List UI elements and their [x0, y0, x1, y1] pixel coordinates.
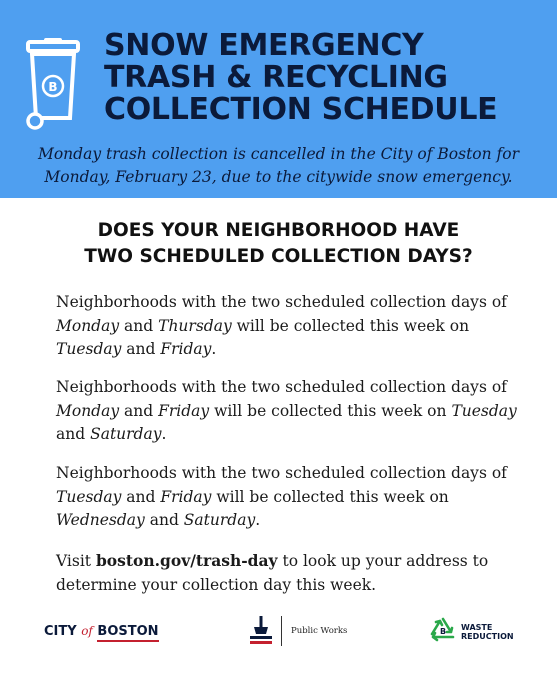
recycling-icon-letter: B	[439, 627, 447, 636]
bin-icon-letter: B	[48, 80, 58, 94]
recycling-icon	[429, 617, 457, 645]
paragraph-line	[56, 486, 516, 510]
text-fragment: and	[119, 316, 159, 335]
public-works-label: Public Works	[291, 626, 348, 636]
day-name: Friday	[160, 340, 212, 358]
text-fragment: Visit	[56, 552, 96, 570]
heading-line: TWO SCHEDULED COLLECTION DAYS?	[84, 246, 473, 267]
text-fragment: and	[121, 340, 161, 358]
day-name: Friday	[160, 487, 212, 506]
day-name: Thursday	[158, 316, 232, 335]
waste-label-line: REDUCTION	[461, 632, 514, 641]
logo-city-word: CITY	[44, 624, 77, 639]
paragraph-line	[56, 509, 516, 533]
waste-reduction-label	[461, 623, 514, 641]
title-line: COLLECTION SCHEDULE	[104, 92, 498, 127]
header-banner	[0, 0, 557, 198]
text-fragment: will be collected this week on	[211, 487, 449, 506]
title-line: TRASH & RECYCLING	[104, 60, 448, 95]
trash-day-link[interactable]: boston.gov/trash-day	[95, 551, 278, 570]
paragraph-line	[56, 549, 516, 574]
logo-boston-word: BOSTON	[97, 624, 158, 642]
public-works-shovel-icon	[250, 616, 272, 646]
day-name: Tuesday	[451, 401, 517, 420]
schedule-paragraph-1	[56, 291, 516, 362]
schedule-paragraph-2	[56, 376, 516, 447]
text-fragment: and	[56, 425, 91, 443]
day-name: Tuesday	[56, 487, 122, 506]
text-fragment: .	[211, 340, 217, 358]
paragraph-line: Neighborhoods with the two scheduled collection days of	[56, 464, 507, 482]
paragraph-line	[56, 338, 516, 362]
title-line: SNOW EMERGENCY	[104, 28, 424, 63]
day-name: Saturday	[183, 511, 256, 529]
visit-paragraph	[56, 549, 516, 597]
text-fragment: and	[121, 487, 161, 506]
text-fragment: and	[144, 511, 184, 529]
day-name: Saturday	[90, 425, 162, 443]
footer-divider	[281, 616, 282, 646]
text-fragment: .	[255, 511, 261, 529]
text-fragment: will be collected this week on	[209, 401, 452, 420]
text-fragment: will be collected this week on	[231, 316, 470, 335]
subtitle-line: Monday trash collection is cancelled in the City of Boston for	[37, 145, 520, 163]
day-name: Tuesday	[56, 340, 122, 358]
section-heading	[0, 218, 557, 270]
paragraph-line	[56, 400, 516, 424]
trash-bin-icon	[22, 38, 84, 130]
day-name: Monday	[56, 401, 120, 420]
heading-line: DOES YOUR NEIGHBORHOOD HAVE	[97, 220, 460, 241]
subtitle	[14, 143, 543, 189]
paragraph-line	[56, 423, 516, 447]
paragraph-line	[56, 315, 516, 339]
day-name: Friday	[158, 401, 210, 420]
paragraph-line: determine your collection day this week.	[56, 575, 377, 594]
schedule-paragraph-3	[56, 462, 516, 533]
text-fragment: and	[119, 401, 159, 420]
text-fragment: .	[161, 425, 167, 443]
logo-of-word: of	[81, 624, 93, 638]
paragraph-line: Neighborhoods with the two scheduled collection days of	[56, 378, 507, 396]
waste-label-line: WASTE	[461, 623, 493, 632]
paragraph-line: Neighborhoods with the two scheduled collection days of	[56, 293, 507, 311]
page-title	[104, 30, 554, 126]
day-name: Monday	[56, 316, 120, 335]
city-of-boston-logo	[44, 624, 159, 639]
day-name: Wednesday	[56, 511, 145, 529]
text-fragment: to look up your address to	[277, 552, 489, 570]
subtitle-line: Monday, February 23, due to the citywide snow emergency.	[44, 168, 513, 186]
